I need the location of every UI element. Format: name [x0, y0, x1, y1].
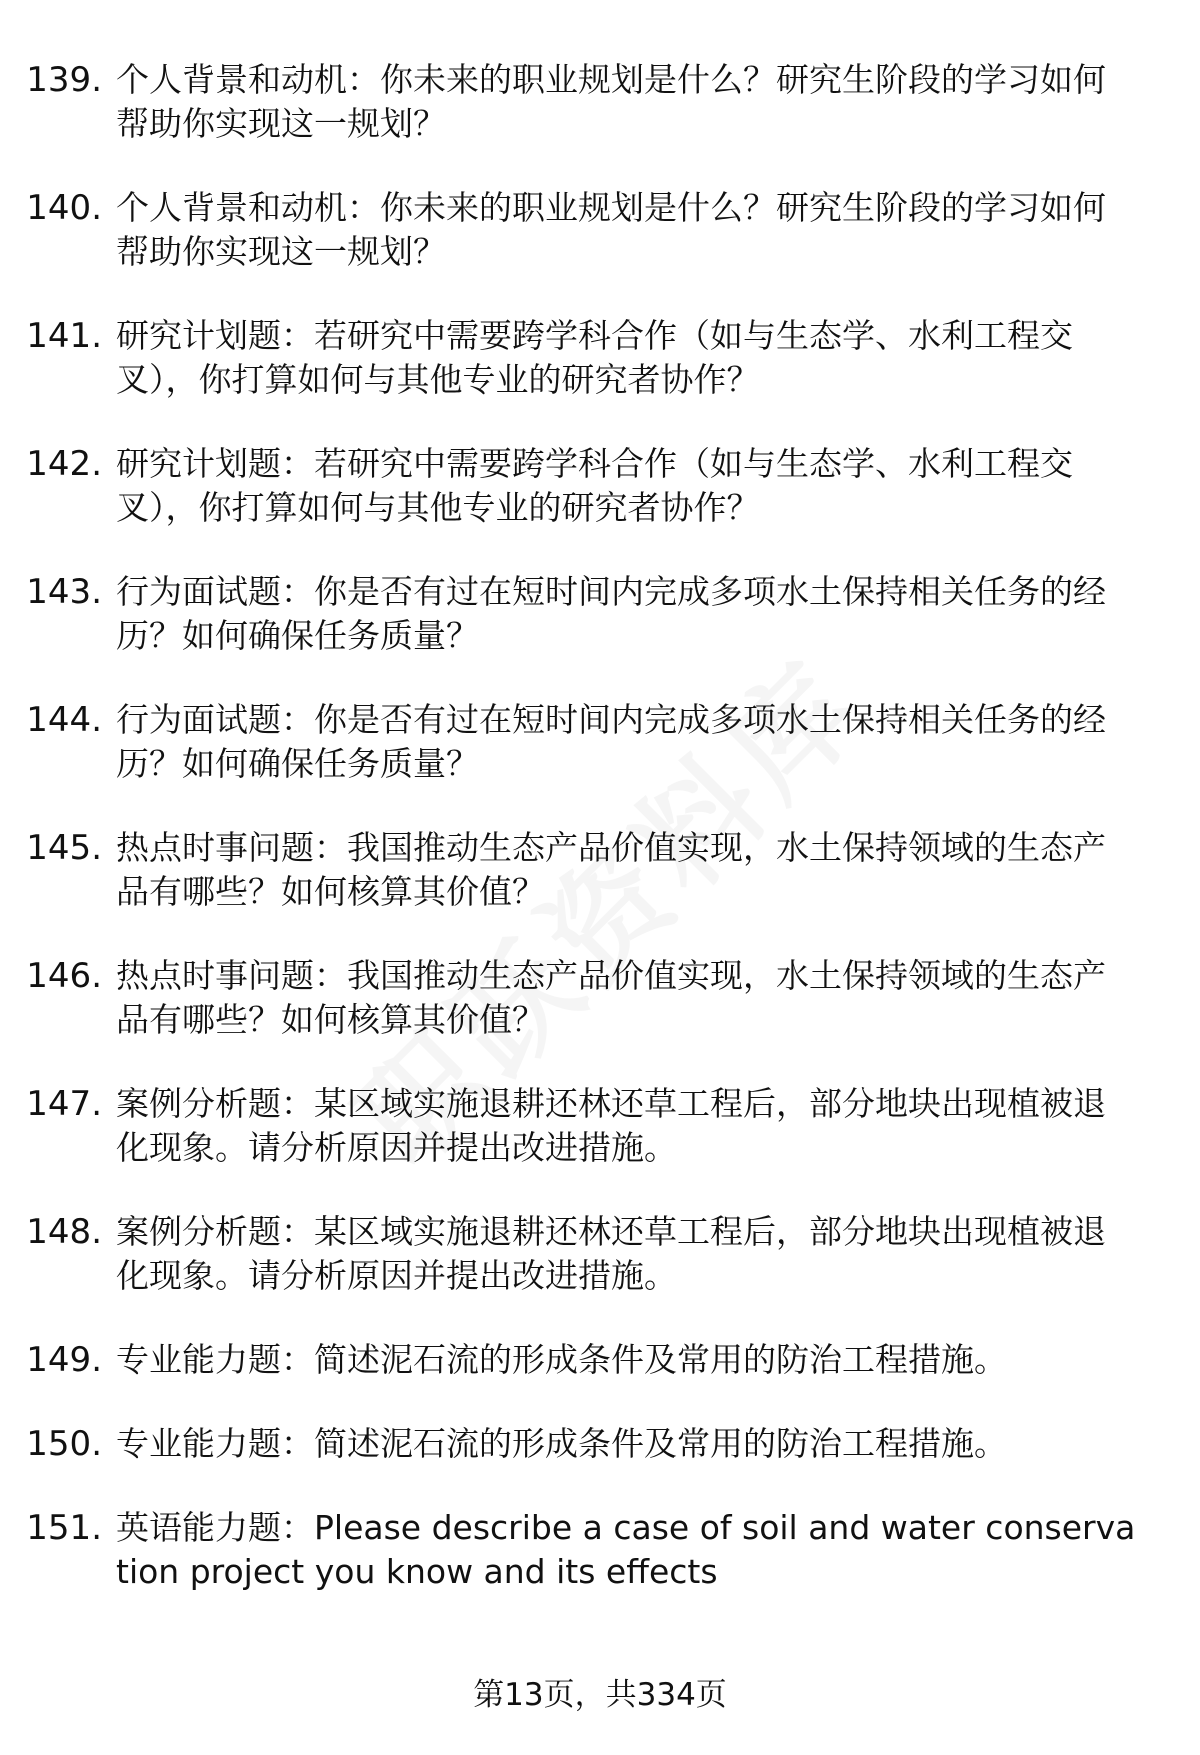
- question-item: [0, 826, 1200, 914]
- question-text: 专业能力题：简述泥石流的形成条件及常用的防治工程措施。: [116, 1340, 1007, 1379]
- question-number: 143.: [26, 572, 102, 612]
- question-text: 专业能力题：简述泥石流的形成条件及常用的防治工程措施。: [116, 1424, 1007, 1463]
- question-item: [0, 570, 1200, 658]
- question-item: [0, 1082, 1200, 1170]
- question-item: [0, 1338, 1200, 1382]
- question-number: 140.: [26, 188, 102, 228]
- question-text: 案例分析题：某区域实施退耕还林还草工程后，部分地块出现植被退化现象。请分析原因并提出改进措施。: [116, 1212, 1106, 1295]
- question-number: 141.: [26, 316, 102, 356]
- question-text: 案例分析题：某区域实施退耕还林还草工程后，部分地块出现植被退化现象。请分析原因并提出改进措施。: [116, 1084, 1106, 1167]
- question-item: [0, 314, 1200, 402]
- question-item: [0, 954, 1200, 1042]
- question-text: 热点时事问题：我国推动生态产品价值实现，水土保持领域的生态产品有哪些？如何核算其价值？: [116, 828, 1106, 911]
- question-item: [0, 698, 1200, 786]
- question-number: 147.: [26, 1084, 102, 1124]
- question-item: [0, 442, 1200, 530]
- question-item: [0, 58, 1200, 146]
- question-text: 研究计划题：若研究中需要跨学科合作（如与生态学、水利工程交叉），你打算如何与其他专业的研究者协作？: [116, 316, 1073, 399]
- question-number: 149.: [26, 1340, 102, 1380]
- question-number: 150.: [26, 1424, 102, 1464]
- question-number: 139.: [26, 60, 102, 100]
- question-number: 146.: [26, 956, 102, 996]
- question-number: 142.: [26, 444, 102, 484]
- question-text: 个人背景和动机：你未来的职业规划是什么？研究生阶段的学习如何帮助你实现这一规划？: [116, 60, 1106, 143]
- question-number: 144.: [26, 700, 102, 740]
- question-text: 研究计划题：若研究中需要跨学科合作（如与生态学、水利工程交叉），你打算如何与其他专业的研究者协作？: [116, 444, 1073, 527]
- question-item: [0, 1506, 1200, 1594]
- question-list: [0, 58, 1200, 1634]
- question-item: [0, 186, 1200, 274]
- question-item: [0, 1422, 1200, 1466]
- question-text: 个人背景和动机：你未来的职业规划是什么？研究生阶段的学习如何帮助你实现这一规划？: [116, 188, 1106, 271]
- question-text: 行为面试题：你是否有过在短时间内完成多项水土保持相关任务的经历？如何确保任务质量？: [116, 572, 1106, 655]
- question-text: 英语能力题：Please describe a case of soil and water conservation project you know and its effects: [116, 1508, 1136, 1591]
- question-text: 热点时事问题：我国推动生态产品价值实现，水土保持领域的生态产品有哪些？如何核算其价值？: [116, 956, 1106, 1039]
- question-item: [0, 1210, 1200, 1298]
- page-footer: 第13页，共334页: [473, 1677, 727, 1713]
- question-number: 148.: [26, 1212, 102, 1252]
- question-number: 151.: [26, 1508, 102, 1548]
- question-number: 145.: [26, 828, 102, 868]
- question-text: 行为面试题：你是否有过在短时间内完成多项水土保持相关任务的经历？如何确保任务质量？: [116, 700, 1106, 783]
